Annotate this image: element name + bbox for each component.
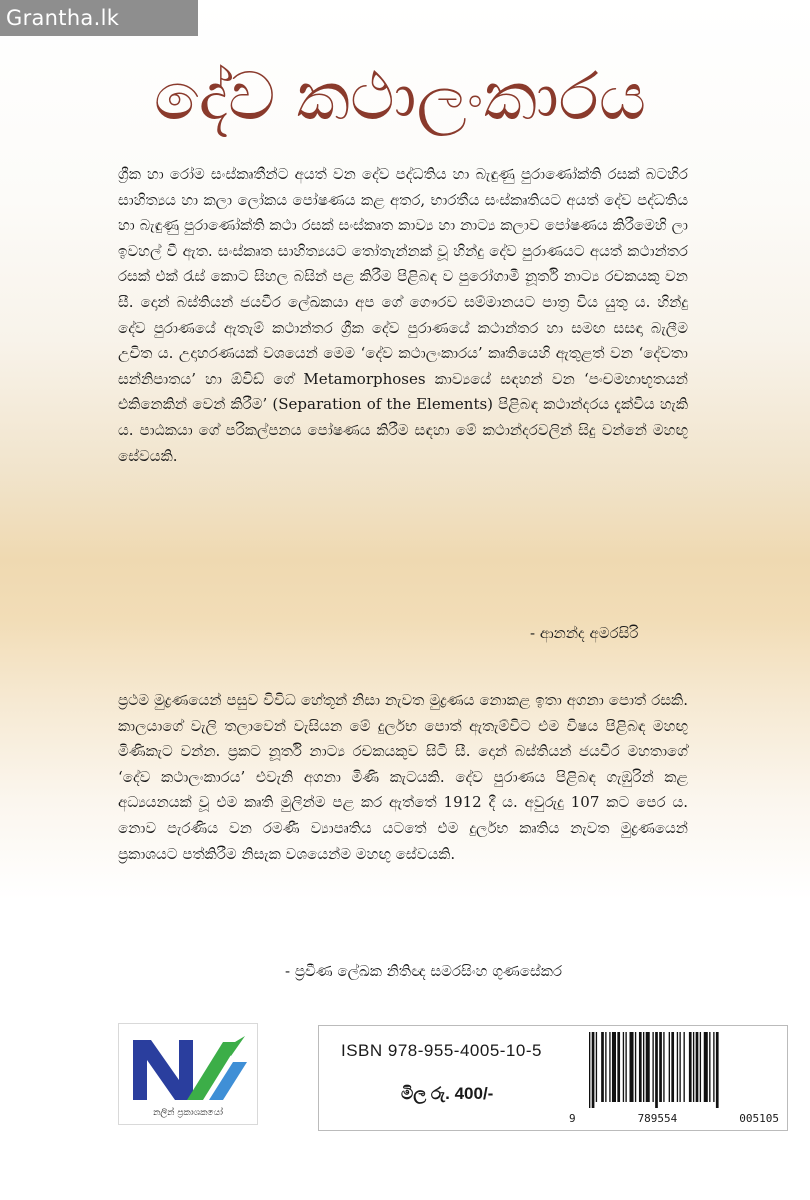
intro-paragraph: ග්‍රීක හා රෝම සංස්කෘතීන්ට අයත් වන දේව පද්ධතිය හා බැඳුණු පුරාණෝක්ති රසක් බටහිර සාහිත්‍යය හා කලා ලෝකය පෝෂණය කළ අතර, භාරතීය සංස්කෘතියට අයත් දේව පද්ධතිය හා බැඳුණු පුරාණෝක්ති කථා රසක් සංස්කෘත කාව්‍ය හා නාට්‍ය කලාව පෝෂණය කිරීමෙහි ලා ඉවහල් වී ඇත. සංස්කෘත සාහිත්‍යයට තෝතැන්නක් වූ හින්දු දේව පුරාණයට අයත් කථාන්තර රසක් එක් රැස් කොට සිහල බසින් පළ කිරීම පිළිබඳ ව පුරෝගාමී නූර්ති නාට්‍ය රචකයකු වන සී. දොන් බස්තියන් ජයවීර ලේඛකයා අප ගේ ගෞරව සම්මානයට පාත්‍ර විය යුතු ය. හින්දු දේව පුරාණයේ ඇතැම් කථාන්තර ග්‍රීක දේව පුරාණයේ කථාන්තර හා සමඟ සසඳා බැලීම උචිත ය. උදාහරණයක් වශයෙන් මෙම ‘දේව කථාලංකාරය’ කෘතියෙහි ඇතුළත් වන ‘දේවතා සන්නිපාතය’ හා ඕවිඩ් ගේ Metamorphoses කාව්‍යයේ සඳහන් වන ‘පංචමහාභූතයන් එකිනෙකින් වෙන් කිරීම’ (Separation of the Elements) පිළිබඳ කථාන්දරය දැක්විය හැකි ය. පාඨකයා ගේ පරිකල්පනය පෝෂණය කිරීම සඳහා මේ කථාන්දරවලින් සිදු වන්නේ මහඟු සේවයකි. <box>118 165 688 465</box>
barcode-digits <box>569 1112 779 1125</box>
barcode-digit-prefix: 9 <box>569 1112 576 1125</box>
isbn-panel <box>318 1025 788 1131</box>
barcode-icon <box>587 1032 777 1110</box>
second-paragraph: ප්‍රථම මුද්‍රණයෙන් පසුව විවිධ හේතූන් නිසා නැවත මුද්‍රණය නොකළ ඉතා අගනා පොත් රසකි. කාලයාගේ වැලි තලාවෙන් වැසියන මේ දුර්ලභ පොත් ඇතැම්විට එම විෂය පිළිබඳ මහඟු මිණිකැට වන්න. ප්‍රකට නූර්ති නාට්‍ය රචකයකුව සිටි සී. දොන් බස්තියන් ජයවීර මහතාගේ ‘දේව කථාලංකාරය’ එවැනි අගනා මිණි කැටයකි. දේව පුරාණය පිළිබඳ ගැඹුරින් කළ අධ්‍යයනයක් වූ එම කෘති මුලින්ම පළ කර ඇත්තේ 1912 දී ය. අවුරුදු 107 කට පෙර ය. නොව පැරණිය වන රමණී ව්‍යාපෘතිය යටතේ එම දුර්ලභ කෘතිය නැවත මුද්‍රණයෙන් ප්‍රකාශයට පත්කිරීම නිසැක වශයෙන්ම මහඟු සේවයකි. <box>118 691 688 863</box>
publisher-logo <box>118 1023 258 1125</box>
isbn-number: ISBN 978-955-4005-10-5 <box>341 1041 542 1060</box>
publisher-name: නලින් ප්‍රකාශකයෝ <box>152 1108 223 1118</box>
intro-signature: - ආනන්ද අමරසිරි <box>530 624 639 642</box>
watermark-label: Grantha.lk <box>0 0 198 36</box>
price-label: මිල රු. 400/- <box>401 1084 494 1103</box>
barcode-digit-group-1: 789554 <box>637 1112 678 1125</box>
publisher-logo-icon <box>127 1030 251 1102</box>
barcode-digit-group-2: 005105 <box>739 1112 779 1125</box>
second-signature: - ප්‍රවීණ ලේඛක නිතිඥ සමරසිංහ ගුණසේකර <box>285 962 563 980</box>
book-title: දේව කථාලංකාරය <box>153 58 647 135</box>
